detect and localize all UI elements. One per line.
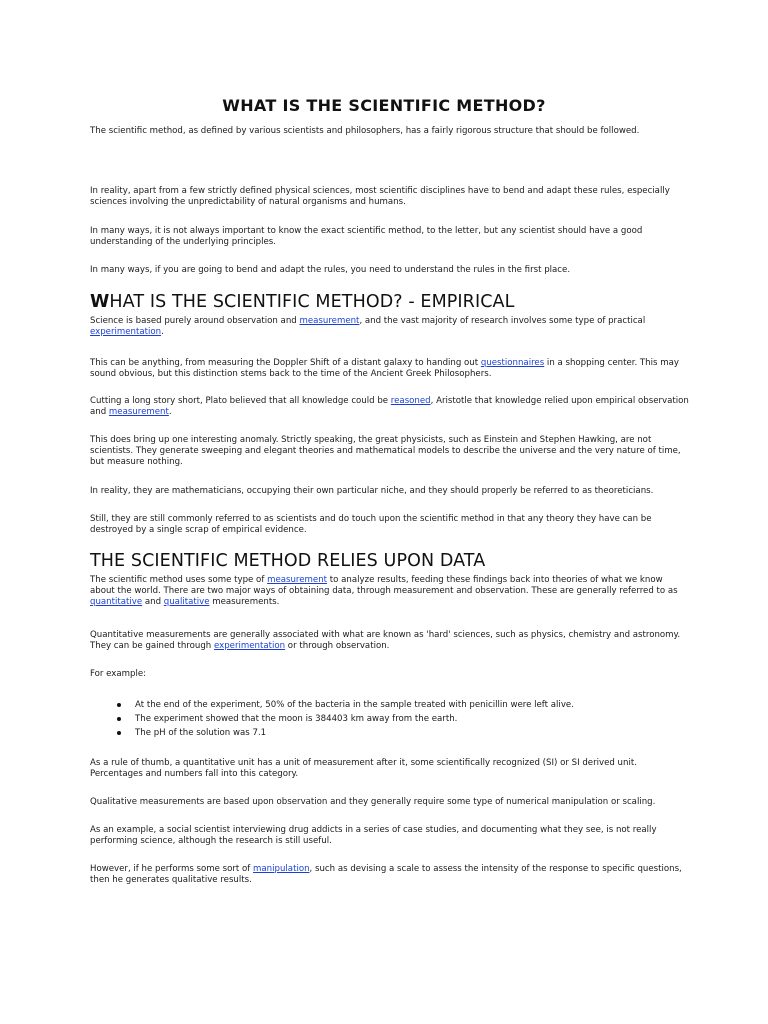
bullet-icon — [117, 717, 121, 721]
empirical-heading-rest: HAT IS THE SCIENTIFIC METHOD? - EMPIRICAL — [109, 292, 515, 312]
text-run: This can be anything, from measuring the Doppler Shift of a distant galaxy to handing out — [90, 358, 481, 368]
link-measurement-2[interactable]: measurement — [108, 406, 169, 417]
list-item-text: The experiment showed that the moon is 384403 km away from the earth. — [135, 713, 458, 724]
text-run: Science is based purely around observation and — [90, 316, 300, 326]
text-run: and — [142, 596, 164, 607]
empirical-heading — [90, 292, 710, 312]
link-measurement[interactable]: measurement — [299, 316, 360, 326]
link-quantitative[interactable]: quantitative — [90, 596, 143, 607]
example-list — [90, 700, 690, 742]
list-item — [90, 728, 690, 739]
intro-paragraph-4: In many ways, if you are going to bend and adapt the rules, you need to understand the rules in the first place. — [90, 265, 571, 275]
empirical-paragraph-2 — [90, 358, 690, 380]
link-manipulation[interactable]: manipulation — [253, 864, 310, 874]
link-experimentation[interactable]: experimentation — [90, 326, 162, 337]
list-item-text: At the end of the experiment, 50% of the bacteria in the sample treated with penicillin were left alive. — [135, 700, 574, 710]
bullet-icon — [117, 703, 121, 707]
empirical-paragraph-6: Still, they are still commonly referred to as scientists and do touch upon the scientific method in that any theory they have can be destroyed by a single scrap of empirical evidence. — [90, 514, 652, 535]
list-item — [90, 714, 690, 725]
text-run: The scientific method uses some type of — [90, 575, 268, 585]
link-qualitative[interactable]: qualitative — [163, 596, 210, 607]
text-run: or through observation. — [285, 640, 390, 651]
text-run: , such as devising a scale to assess the intensity of the response to specific questions, then he generates qualitative results. — [90, 864, 682, 885]
text-run: . — [161, 326, 164, 337]
empirical-paragraph-5: In reality, they are mathematicians, occupying their own particular niche, and they should properly be referred to as theoreticians. — [90, 486, 654, 496]
text-run: measurements. — [209, 596, 280, 607]
data-paragraph-1 — [90, 575, 690, 607]
text-run: to analyze results, feeding these findings back into theories of what we know about the world. There are two major ways of obtaining data, through measurement and observation. These are generally referred to as — [90, 575, 678, 596]
data-heading: THE SCIENTIFIC METHOD RELIES UPON DATA — [90, 551, 486, 571]
bullet-icon — [117, 731, 121, 735]
text-run: , and the vast majority of research involves some type of practical — [359, 316, 646, 326]
data-paragraph-3: For example: — [90, 669, 147, 679]
text-run: Cutting a long story short, Plato believed that all knowledge could be — [90, 396, 391, 406]
empirical-paragraph-1 — [90, 316, 690, 338]
text-run: , Aristotle that knowledge relied upon empirical observation and — [90, 396, 689, 417]
text-run: . — [168, 406, 172, 417]
list-item-text: The pH of the solution was 7.1 — [135, 727, 267, 738]
intro-paragraph-3: In many ways, it is not always important to know the exact scientific method, to the letter, but any scientist should have a good understanding of the underlying principles. — [90, 226, 643, 247]
intro-paragraph-1: The scientific method, as defined by various scientists and philosophers, has a fairly rigorous structure that should be followed. — [90, 126, 640, 136]
text-run: However, if he performs some sort of — [90, 864, 254, 874]
page-title: WHAT IS THE SCIENTIFIC METHOD? — [222, 96, 546, 115]
data-paragraph-7 — [90, 864, 690, 886]
link-reasoned[interactable]: reasoned — [390, 396, 431, 406]
link-measurement-3[interactable]: measurement — [267, 575, 328, 585]
empirical-heading-initial: W — [90, 292, 110, 312]
text-run: Quantitative measurements are generally associated with what are known as 'hard' sciences, such as physics, chemistry and astronomy. They can be gained through — [90, 630, 681, 651]
data-paragraph-4: As a rule of thumb, a quantitative unit has a unit of measurement after it, some scientifically recognized (SI) or SI derived unit. Percentages and numbers fall into this category. — [90, 758, 637, 779]
empirical-paragraph-4: This does bring up one interesting anomaly. Strictly speaking, the great physicists, such as Einstein and Stephen Hawking, are not scientists. They generate sweeping and elegant theories and mathematical models to describe the universe and the very nature of time, but measure nothing. — [90, 435, 681, 467]
intro-paragraph-2: In reality, apart from a few strictly defined physical sciences, most scientific disciplines have to bend and adapt these rules, especially sciences involving the unpredictability of natural organisms and humans. — [90, 186, 670, 207]
data-paragraph-6: As an example, a social scientist interviewing drug addicts in a series of case studies, and documenting what they see, is not really performing science, although the research is still useful. — [90, 825, 657, 846]
empirical-paragraph-3 — [90, 396, 690, 418]
link-questionnaires[interactable]: questionnaires — [480, 358, 545, 368]
link-experimentation-2[interactable]: experimentation — [213, 640, 286, 651]
list-item — [90, 700, 690, 711]
data-paragraph-5: Qualitative measurements are based upon observation and they generally require some type of numerical manipulation or scaling. — [90, 797, 656, 807]
text-run: in a shopping center. This may sound obvious, but this distinction stems back to the time of the Ancient Greek Philosophers. — [90, 358, 679, 379]
data-paragraph-2 — [90, 630, 690, 652]
